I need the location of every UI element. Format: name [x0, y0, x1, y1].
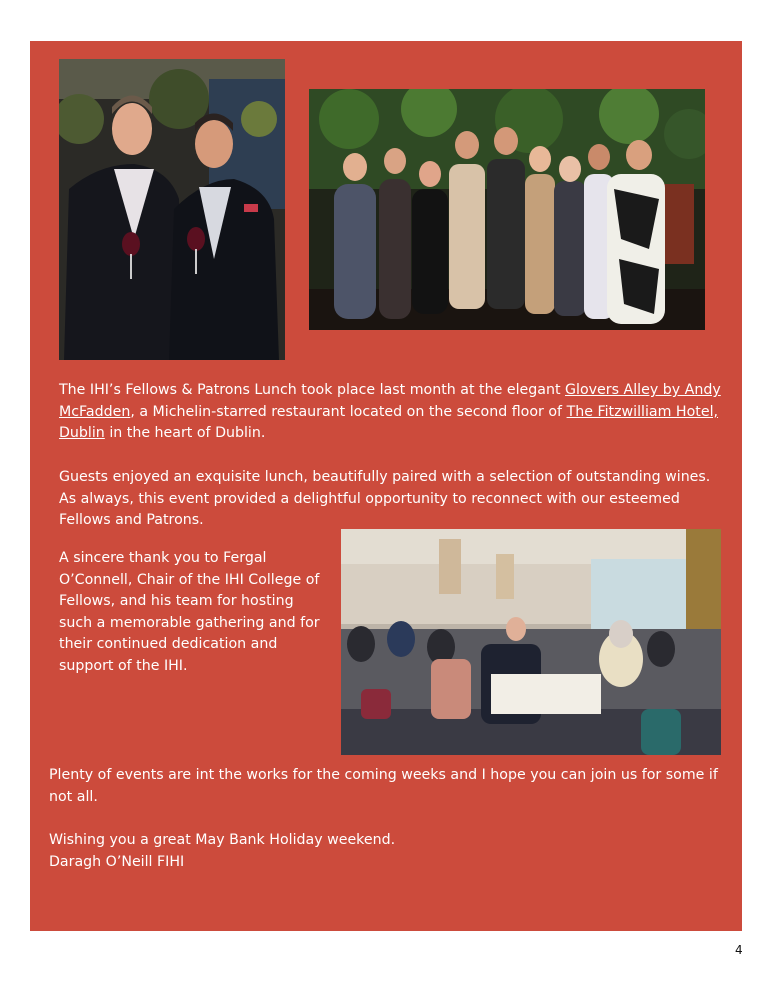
page-number: 4	[735, 943, 743, 957]
paragraph-upcoming-events: Plenty of events are int the works for the coming weeks and I hope you can join us for some if not all.	[49, 767, 718, 805]
photo-restaurant-dining	[341, 529, 721, 755]
glovers-alley-link[interactable]: Glovers Alley by Andy McFadden	[59, 382, 721, 420]
photo-group-under-lights	[309, 89, 705, 330]
intro-text-part3: in the heart of Dublin.	[104, 425, 266, 442]
closing-wishes: Wishing you a great May Bank Holiday weekend.	[49, 832, 396, 848]
closing-signature: Daragh O’Neill FIHI	[49, 854, 185, 870]
photo-two-men-with-wine	[59, 59, 285, 360]
fitzwilliam-hotel-link[interactable]: The Fitzwilliam Hotel, Dublin	[59, 403, 719, 442]
paragraph-thanks: A sincere thank you to Fergal O’Connell, Chair of the IHI College of Fellows, and his team for hosting such a memorable gathering and for their continued dedication and support of the IHI.	[59, 550, 320, 674]
intro-text-part2: , a Michelin-starred restaurant located on the second floor of	[130, 403, 567, 420]
paragraph-intro	[59, 380, 724, 445]
intro-text-part1: The IHI’s Fellows & Patrons Lunch took place last month at the elegant	[59, 382, 566, 398]
paragraph-lunch: Guests enjoyed an exquisite lunch, beautifully paired with a selection of outstanding wines. As always, this event provided a delightful opportunity to reconnect with our esteemed Fellows and Patrons.	[59, 469, 711, 529]
